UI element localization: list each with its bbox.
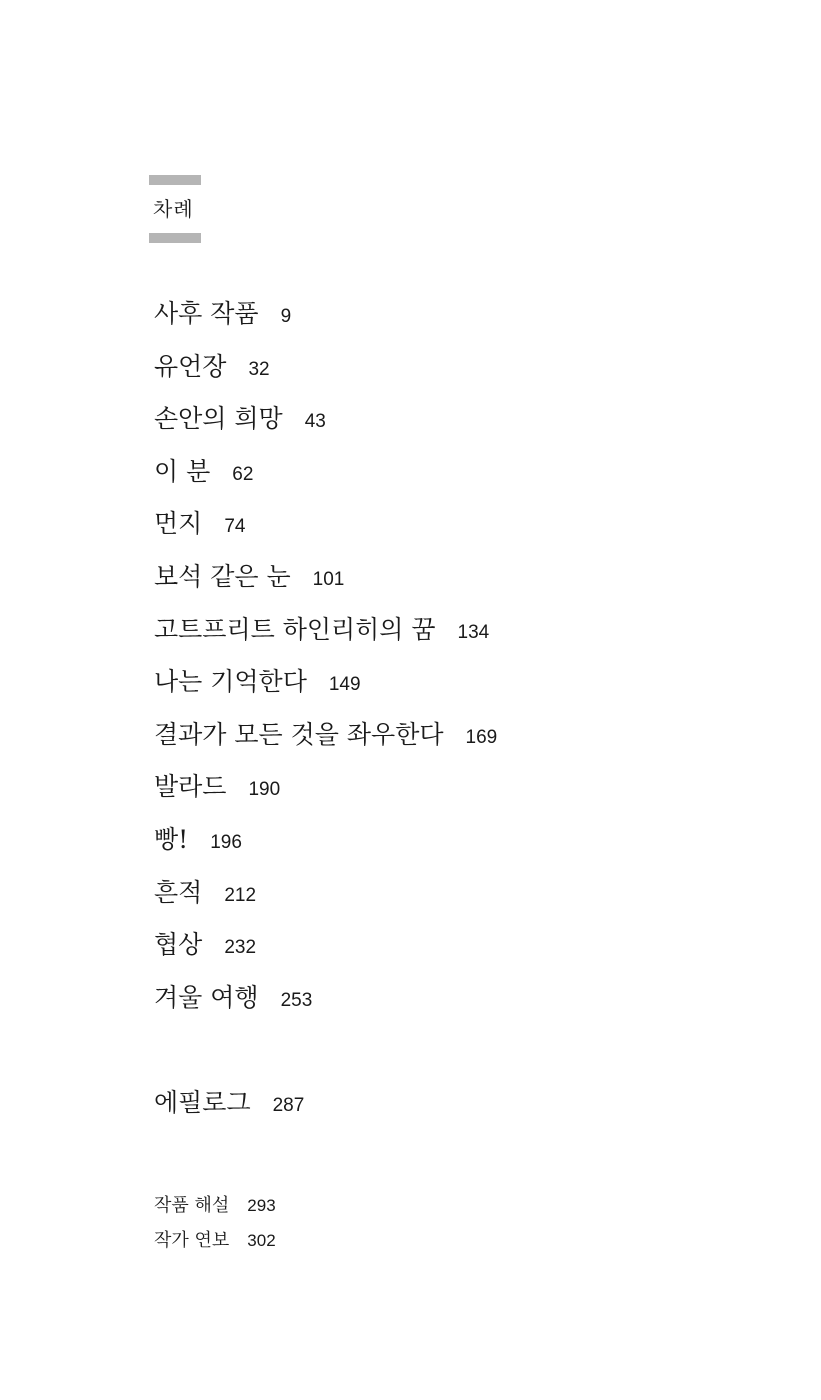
entry-title: 작품 해설 bbox=[154, 1195, 230, 1216]
toc-entry bbox=[154, 551, 497, 604]
entry-title: 에필로그 bbox=[154, 1088, 251, 1117]
toc-entry bbox=[154, 656, 497, 709]
entry-page-number: 196 bbox=[210, 831, 242, 853]
toc-heading bbox=[149, 175, 201, 243]
toc-entry bbox=[154, 919, 497, 972]
entry-title: 겨울 여행 bbox=[154, 982, 259, 1012]
toc-entry bbox=[154, 288, 497, 341]
toc-entry bbox=[154, 498, 497, 551]
entry-page-number: 190 bbox=[248, 779, 281, 801]
entry-title: 고트프리트 하인리히의 꿈 bbox=[154, 614, 436, 644]
entry-page-number: 74 bbox=[224, 516, 246, 538]
entry-page-number: 232 bbox=[224, 937, 257, 959]
entry-title: 유언장 bbox=[154, 351, 227, 381]
entry-page-number: 62 bbox=[232, 463, 254, 485]
entry-title: 나는 기억한다 bbox=[154, 667, 307, 697]
entry-title: 손안의 희망 bbox=[154, 404, 283, 434]
entry-page-number: 253 bbox=[280, 989, 313, 1011]
entry-page-number: 43 bbox=[304, 411, 326, 433]
appendix-entry bbox=[154, 1188, 276, 1223]
entry-title: 보석 같은 눈 bbox=[154, 561, 291, 591]
appendix-list bbox=[154, 1188, 276, 1258]
entry-title: 흔적 bbox=[154, 877, 203, 907]
entry-title: 발라드 bbox=[154, 772, 227, 802]
entry-title: 빵! bbox=[154, 824, 189, 854]
toc-entry bbox=[154, 709, 497, 762]
entry-title: 협상 bbox=[154, 930, 203, 960]
entry-page-number: 212 bbox=[224, 884, 257, 906]
appendix-entry bbox=[154, 1223, 276, 1258]
entry-page-number: 302 bbox=[247, 1231, 276, 1250]
entry-page-number: 101 bbox=[312, 568, 345, 590]
entry-page-number: 134 bbox=[457, 621, 490, 643]
entry-page-number: 287 bbox=[272, 1095, 305, 1116]
toc-entry bbox=[154, 972, 497, 1025]
entry-page-number: 32 bbox=[248, 358, 270, 380]
entry-title: 이 분 bbox=[154, 456, 211, 486]
heading-top-bar bbox=[149, 175, 201, 185]
entry-page-number: 293 bbox=[247, 1196, 276, 1215]
toc-entry bbox=[154, 446, 497, 499]
entry-title: 먼지 bbox=[154, 509, 203, 539]
toc-entry bbox=[154, 867, 497, 920]
entry-title: 작가 연보 bbox=[154, 1230, 230, 1251]
epilogue-entry bbox=[154, 1077, 304, 1129]
toc-entry bbox=[154, 604, 497, 657]
toc-entry bbox=[154, 814, 497, 867]
entry-title: 결과가 모든 것을 좌우한다 bbox=[154, 719, 444, 749]
entry-page-number: 149 bbox=[328, 674, 361, 696]
entry-page-number: 169 bbox=[465, 726, 498, 748]
toc-entry bbox=[154, 393, 497, 446]
toc-entry bbox=[154, 761, 497, 814]
table-of-contents bbox=[154, 288, 497, 1024]
entry-title: 사후 작품 bbox=[154, 299, 259, 328]
page-title: 차례 bbox=[153, 197, 194, 221]
toc-entry bbox=[154, 341, 497, 394]
heading-bottom-bar bbox=[149, 233, 201, 243]
entry-page-number: 9 bbox=[280, 306, 292, 327]
